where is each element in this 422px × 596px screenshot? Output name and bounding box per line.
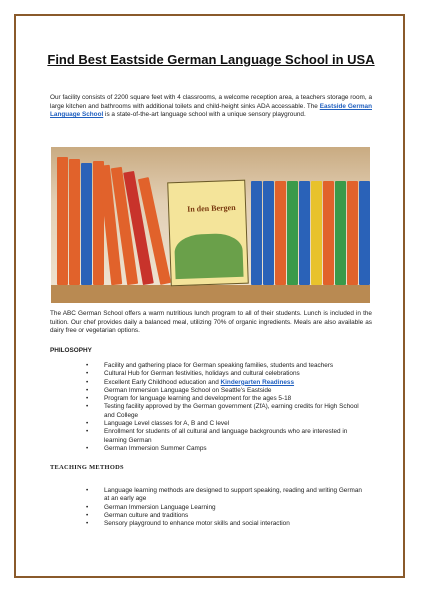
shelf-board: [51, 285, 370, 303]
book-cover-illustration: [174, 233, 243, 279]
book-spine: [287, 181, 298, 285]
book-spine: [263, 181, 274, 285]
book-spine: [347, 181, 358, 285]
book-spine: [311, 181, 322, 285]
list-item: • Language Level classes for A, B and C level: [96, 420, 366, 428]
page-title: Find Best Eastside German Language School in USA: [47, 52, 375, 67]
book-spine: [299, 181, 310, 285]
book-spine: [359, 181, 370, 285]
list-item: • Program for language learning and development for the ages 5-18: [96, 395, 366, 403]
list-item: • Language learning methods are designed to support speaking, reading and writing German at an early age: [96, 487, 366, 504]
eastside-school-link[interactable]: Eastside German Language School: [50, 102, 372, 119]
book-spine: [57, 157, 68, 285]
list-item: • Testing facility approved by the German government (ZfA), earning credits for High School and College: [96, 403, 366, 420]
list-item: • German Immersion Summer Camps: [96, 445, 366, 453]
list-item: • German culture and traditions: [96, 512, 366, 520]
book-spine: [81, 163, 92, 285]
teaching-methods-list: [96, 487, 366, 528]
intro-text-end: is a state-of-the-art language school with a unique sensory playground.: [103, 111, 306, 119]
intro-paragraph: [50, 94, 372, 120]
list-item: • Sensory playground to enhance motor skills and social interaction: [96, 520, 366, 528]
list-item: • German Immersion Language School on Seattle's Eastside: [96, 387, 366, 395]
philosophy-list: [96, 362, 366, 453]
list-item: • German Immersion Language Learning: [96, 504, 366, 512]
list-item: [96, 379, 366, 387]
lunch-paragraph: The ABC German School offers a warm nutritious lunch program to all of their students. Lunch is included in the tuition. Our chef provides daily a balanced meal, utilizing 70% of organic ingredients. Meals are also available as dairy free or vegetarian options.: [50, 310, 372, 335]
list-item: • Enrollment for students of all cultural and language backgrounds who are interested in learning German: [96, 428, 366, 445]
bookshelf-photo: [51, 147, 370, 303]
book-spine: [251, 181, 262, 285]
intro-text-start: Our facility consists of 2200 square feet with 4 classrooms, a welcome reception area, a teachers storage room, a large kitchen and bathrooms with additional toilets and child-height sinks ADA accessable. The: [50, 94, 372, 110]
book-spine: [323, 181, 334, 285]
book-spine: [275, 181, 286, 285]
kindergarten-readiness-link[interactable]: Kindergarten Readiness: [220, 378, 295, 386]
book-cover-title: In den Bergen: [187, 203, 236, 214]
list-item: • Cultural Hub for German festivities, holidays and cultural celebrations: [96, 370, 366, 378]
book-spine: [335, 181, 346, 285]
teaching-methods-heading: TEACHING METHODS: [50, 464, 124, 471]
philosophy-heading: PHILOSOPHY: [50, 347, 92, 354]
list-item-text: Excellent Early Childhood education and: [104, 378, 221, 386]
list-item: • Facility and gathering place for German speaking families, students and teachers: [96, 362, 366, 370]
book-cover: [167, 180, 249, 287]
book-spine: [69, 159, 80, 285]
